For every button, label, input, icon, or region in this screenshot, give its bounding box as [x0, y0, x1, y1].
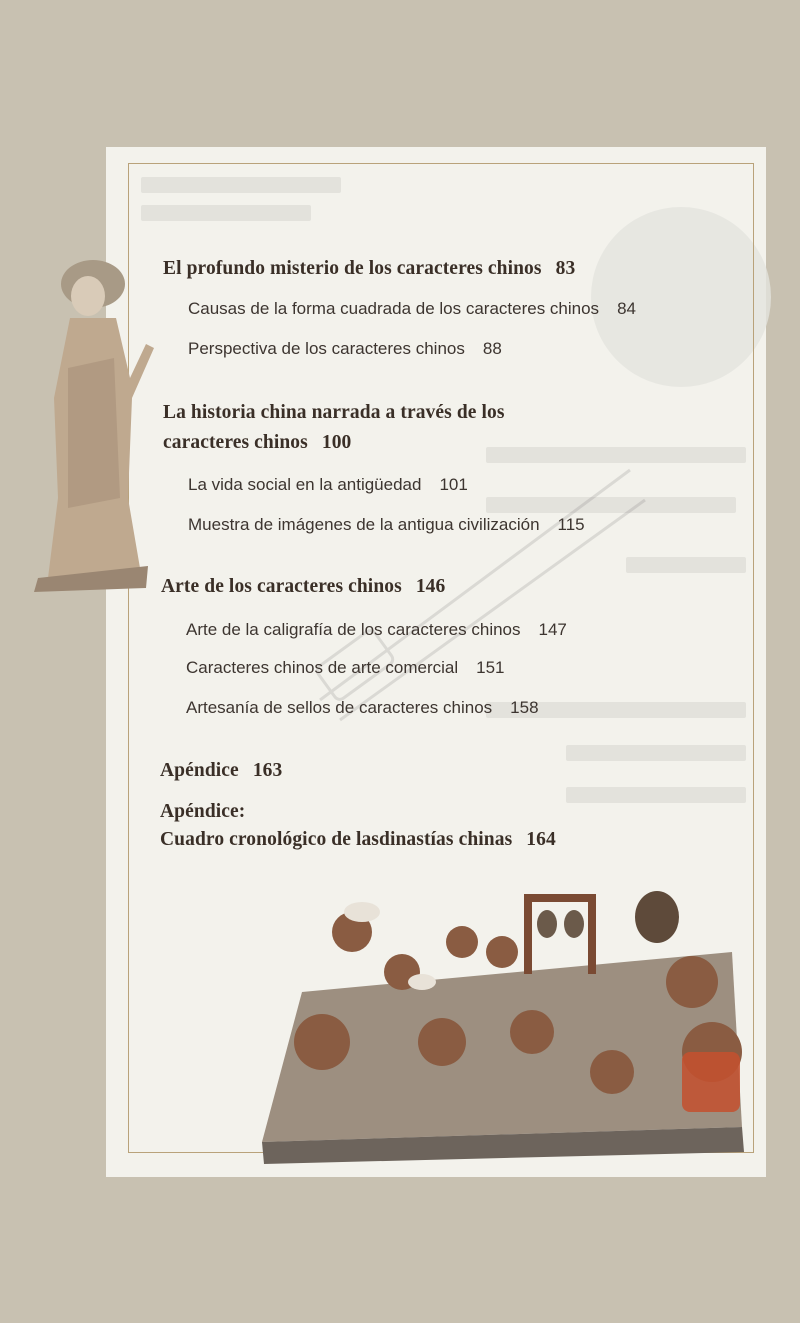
- toc-entry[interactable]: [161, 576, 445, 598]
- toc-entry-page: 100: [321, 432, 352, 453]
- toc-entry-page: 151: [476, 658, 505, 677]
- toc-entry-page: 115: [557, 515, 585, 534]
- toc-entry-title: El profundo misterio de los caracteres chinos: [163, 258, 542, 279]
- toc-entry-page: 83: [555, 258, 576, 279]
- toc-entry-title: Causas de la forma cuadrada de los caracteres chinos: [188, 299, 600, 318]
- toc-subentry[interactable]: [186, 658, 505, 678]
- toc-entry-title: La vida social en la antigüedad: [188, 475, 422, 494]
- toc-subentry[interactable]: [188, 515, 585, 535]
- toc-entry-title-line2: Cuadro cronológico de lasdinastías chinas: [160, 829, 513, 850]
- toc-entry-title: Arte de la caligrafía de los caracteres chinos: [186, 620, 521, 639]
- toc-entry-title: Muestra de imágenes de la antigua civilización: [188, 515, 540, 534]
- toc-subentry[interactable]: [188, 299, 636, 319]
- toc-entry[interactable]: [160, 801, 556, 851]
- toc-entry[interactable]: [160, 760, 282, 782]
- toc-entry-title: Artesanía de sellos de caracteres chinos: [186, 698, 493, 717]
- toc-subentry[interactable]: [188, 475, 468, 495]
- toc-subentry[interactable]: [188, 339, 502, 359]
- toc-subentry[interactable]: [186, 698, 539, 718]
- toc-entry-page: 146: [415, 576, 446, 597]
- toc-entry-page: 147: [538, 620, 567, 639]
- toc-entry[interactable]: [163, 402, 505, 454]
- toc-entry-title: Apéndice: [160, 760, 239, 781]
- toc-subentry[interactable]: [186, 620, 567, 640]
- toc-entry-title: Caracteres chinos de arte comercial: [186, 658, 459, 677]
- toc-entry-title-line2: caracteres chinos: [163, 432, 308, 453]
- toc-entry[interactable]: [163, 258, 575, 280]
- toc-entry-title: Arte de los caracteres chinos: [161, 576, 402, 597]
- toc-entry-title-line1: Apéndice:: [160, 801, 246, 822]
- toc-entry-title-line1: La historia china narrada a través de los: [163, 402, 505, 423]
- toc-entry-page: 158: [510, 698, 539, 717]
- toc-entry-page: 84: [617, 299, 636, 318]
- toc-entry-page: 88: [482, 339, 502, 358]
- toc-entry-page: 164: [526, 829, 556, 850]
- toc-entry-title: Perspectiva de los caracteres chinos: [188, 339, 465, 358]
- ceramic-diorama-image: [262, 872, 750, 1164]
- standing-figurine-image: [28, 248, 158, 593]
- toc-entry-page: 101: [439, 475, 468, 494]
- toc-entry-page: 163: [252, 760, 283, 781]
